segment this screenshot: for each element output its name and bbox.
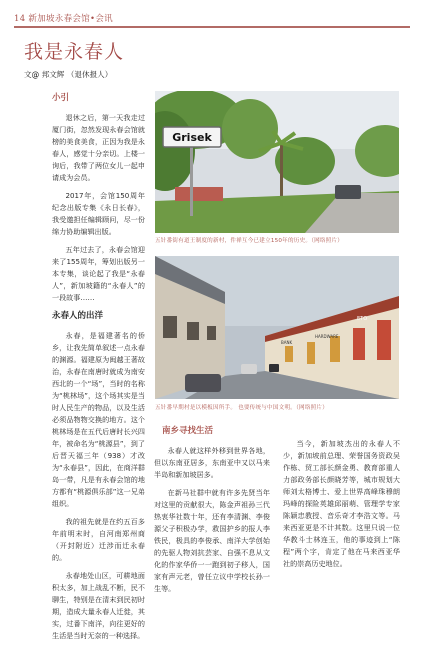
intro-heading: 小引: [52, 93, 70, 103]
section2-heading: 南乡寻找生活: [162, 426, 214, 436]
photo-shophouses: [155, 256, 399, 399]
intro-paragraph: 五年过去了，永春会馆迎来了155周年，筹划出版另一本专集，谈论起了我是“永春人”，新加坡籍的“永春人”的一段故事……: [52, 245, 145, 302]
shop-sign: BANK: [281, 340, 293, 345]
road-sign-text: Grisek: [172, 131, 212, 144]
shophouses-photo-image: [155, 256, 399, 399]
shop-sign: ETO: [357, 316, 368, 322]
section1-heading: 永春人的出洋: [52, 311, 104, 321]
shop-sign: HARDWARE: [315, 334, 339, 339]
photo-road-sign: [155, 91, 399, 233]
section1-paragraph: 永春，是福建著名的侨乡，让我先简单叙述一点永春的渊源。福建原为闽越王著故治，永春在南唐时就成为南安西北的一个“场”，当时的名称为“桃林场”，这个场其实是当时人民生产的物品，以及生活必须品物物交换的地方。这个桃林场是在五代后唐时长兴四年，被命名为“桃源县”，到了后晋天福三年（938）才改为“永春县”，因此，在商洋群岛一带，凡是有永春会馆的地方都有“桃源俱乐部”这一兄弟组织。: [52, 331, 145, 508]
section2-column: [154, 425, 270, 601]
article-title: 我是永春人: [24, 41, 125, 63]
section2-paragraph: 永春人就这样外移到世界各地，但以东南亚居多，东南亚中又以马来半岛和新加坡居多。: [154, 446, 270, 479]
section1-column: [52, 310, 145, 648]
section3-paragraph: 当今，新加坡杰出的永春人不少，新加坡前总理、荣誉国务资政吴作栋、贸工部长颜金勇、教育部重人力部政务部长颜晓芳等，城市规划大师刘太格博士、爱上世界高峰珠穆朗玛峰的探险英雄邱丽萌、管理学专家陈颖忠教授、音乐奇才李浩文等。马来西亚更是不计其数。这里只说一位华教斗士林连玉，他的事迹到上“陈程”两个字，肯定了他在马来西亚华社的崇高历史地位。: [283, 439, 400, 568]
running-header: 14 新加坡永春会馆•会讯: [14, 14, 113, 24]
intro-paragraph: 2017年，会馆150周年纪念出版专集《永日长春》，我受邀担任编辑顾问，尽一份绵力协助编辑出版。: [52, 191, 145, 236]
header-rule: [14, 26, 410, 28]
intro-column: [52, 92, 145, 310]
intro-paragraph: 退休之后，第一天我走过厦门街，忽然发现永春会馆就榜的美食美食，正因为我是永春人，感觉十分亲切。上楼一询后，我带了两位女儿一起申请成为会员。: [52, 113, 145, 182]
road-sign-photo-image: [155, 91, 399, 233]
section2-paragraph: 在新马社群中就有许多先贤当年对这里的贡献很大，陈金声祖孙三代热衷华社数十年，还有李清渊、李俊源父子积极办学，救国护乡的报人李铁民，极具的李俊承、南洋大学创始的先驱人物刘抗芸家、自强不息从文化的作家华侨一一跑到初子移人，国家有声元老，曾任立议中学校长孙一生等。: [154, 488, 270, 593]
photo2-caption: 五针番早期村是以模板因所手。 也要传统与中国文明。（网络照片）: [155, 405, 328, 411]
section1-paragraph: 永春地处山区，可耕地面积太多，加上战乱不断，民不聊生，特别是在清末到民初时期，造成大量永春人迁徙，其实，过番下南洋，向往更好的生活是当时无奈的一种选择。: [52, 571, 145, 640]
section1-paragraph: 我的祖先就是在约五百多年前明末时，自河南郑州商（开封附近）迁涉而迁永春的。: [52, 517, 145, 562]
photo1-caption: 五针番街有道王制度的新村，件禅互今已建立150年的历史。（网络照片）: [155, 238, 344, 244]
section3-column: [283, 438, 400, 576]
byline: 文@ 邦文辉 （退休报人）: [24, 70, 113, 79]
